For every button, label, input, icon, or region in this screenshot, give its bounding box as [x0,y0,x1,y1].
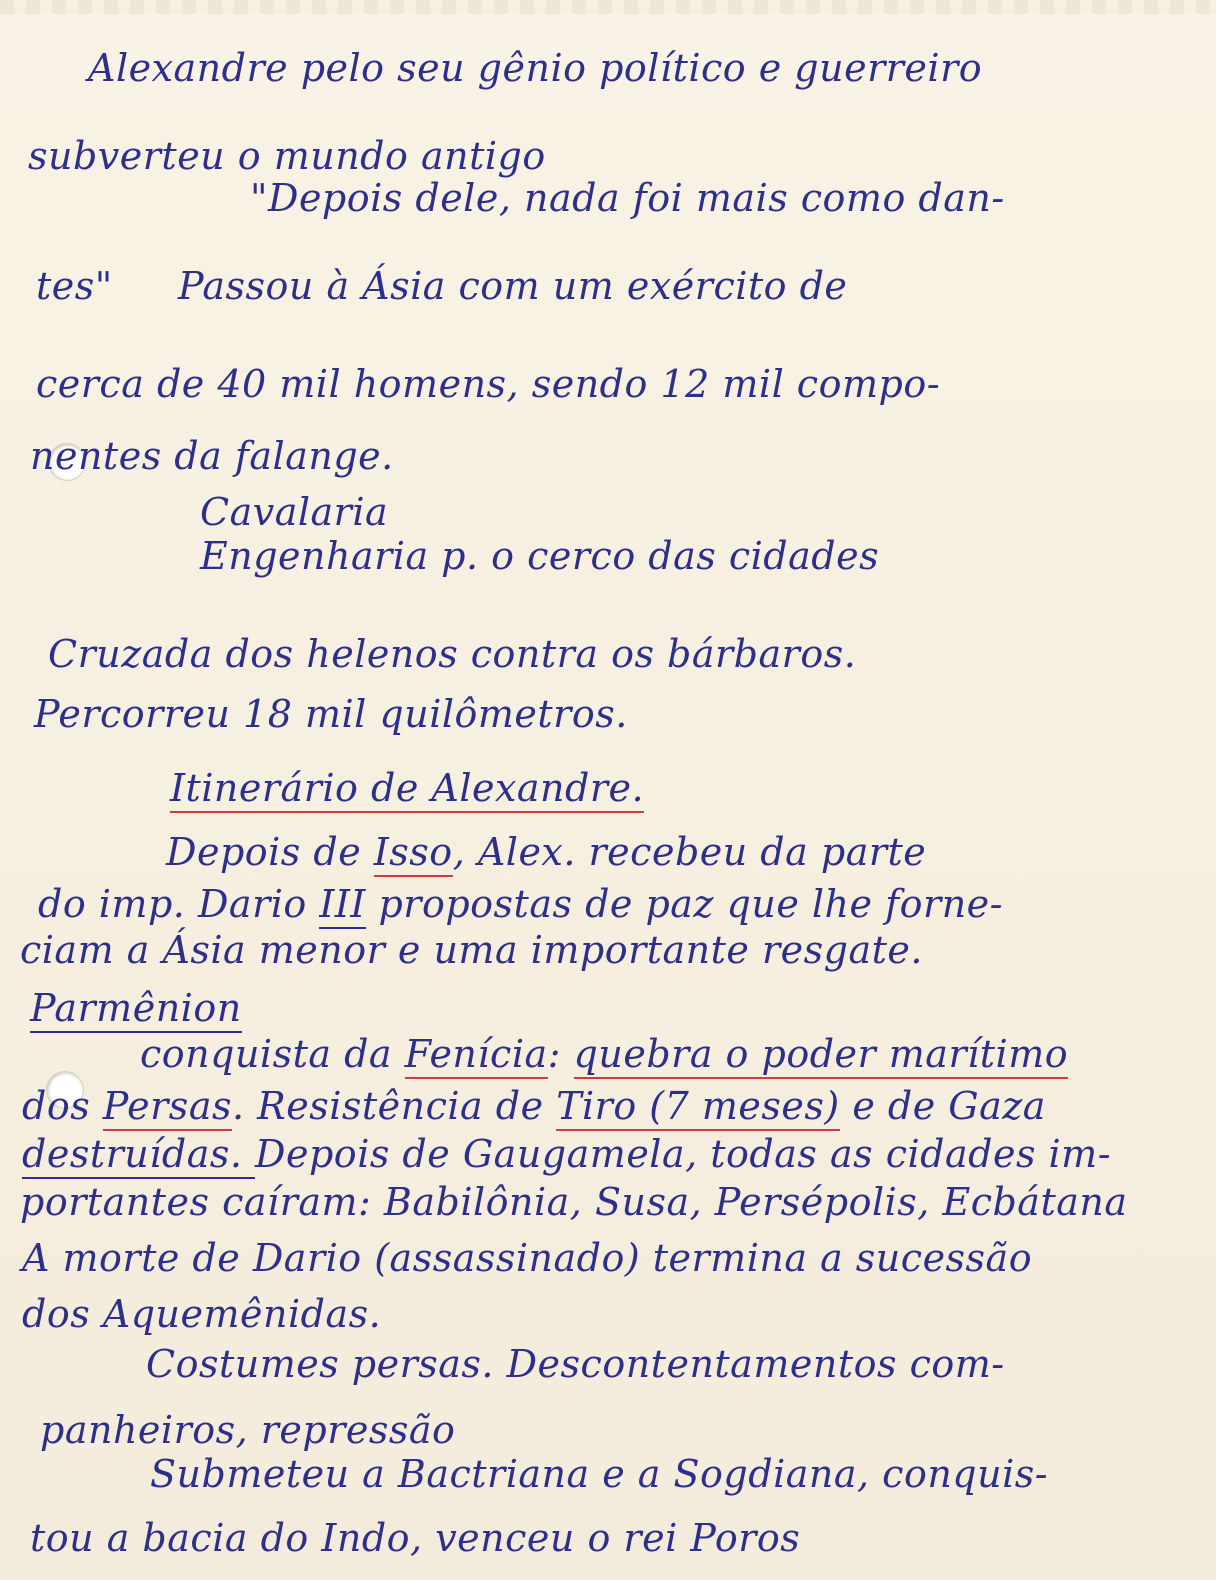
perforated-edge [0,0,1216,14]
handwritten-line: Engenharia p. o cerco das cidades [200,534,880,578]
handwritten-line [30,984,242,1032]
underlined-numeral: III [319,882,366,929]
handwritten-line: subverteu o mundo antigo [28,134,546,178]
text-segment: : [547,1032,574,1076]
handwritten-line [38,880,1003,928]
handwritten-line [22,1130,1111,1178]
handwritten-line: Percorreu 18 mil quilômetros. [34,692,628,736]
underlined-place: Fenícia [405,1032,548,1079]
handwritten-line: A morte de Dario (assassinado) termina a sucessão [22,1236,1033,1280]
handwritten-line [166,828,926,876]
underlined-phrase: Tiro (7 meses) [556,1084,840,1131]
underlined-word: destruídas. [22,1132,255,1179]
underlined-name: Persas [103,1084,232,1131]
handwritten-line: Alexandre pelo seu gênio político e guerreiro [88,46,983,90]
handwritten-line: Passou à Ásia com um exército de [178,264,848,308]
text-segment: conquista da [140,1032,405,1076]
underlined-place: Isso [374,830,453,877]
handwritten-line: Submeteu a Bactriana e a Sogdiana, conquis- [150,1452,1049,1496]
underlined-phrase: quebra o poder marítimo [574,1032,1069,1079]
handwritten-line: tes" [36,264,113,308]
text-segment: do imp. Dario [38,882,320,926]
text-segment: Depois de [166,830,374,874]
handwritten-line: ciam a Ásia menor e uma importante resgate. [20,928,923,972]
handwritten-line: tou a bacia do Indo, venceu o rei Poros [30,1516,801,1560]
handwritten-line: cerca de 40 mil homens, sendo 12 mil compo- [36,362,941,406]
handwritten-line: panheiros, repressão [40,1408,456,1452]
handwritten-line: nentes da falange. [30,434,394,478]
text-segment: Depois de Gaugamela, todas as cidades im- [255,1132,1112,1176]
handwritten-line: Cruzada dos helenos contra os bárbaros. [48,632,857,676]
underlined-heading: Itinerário de Alexandre. [170,766,644,813]
handwritten-line: portantes caíram: Babilônia, Susa, Persépolis, Ecbátana [20,1180,1128,1224]
text-segment: e de Gaza [839,1084,1046,1128]
section-heading [170,764,644,812]
handwritten-line: "Depois dele, nada foi mais como dan- [250,176,1005,220]
handwritten-line [22,1082,1046,1130]
handwritten-line: Cavalaria [200,490,389,534]
underlined-name: Parmênion [30,986,242,1033]
handwritten-line: dos Aquemênidas. [22,1292,382,1336]
text-segment: dos [22,1084,103,1128]
text-segment: propostas de paz que lhe forne- [365,882,1004,926]
handwritten-line: Costumes persas. Descontentamentos com- [146,1342,1005,1386]
handwritten-line [140,1030,1068,1078]
text-segment: , Alex. recebeu da parte [452,830,927,874]
text-segment: . Resistência de [231,1084,557,1128]
